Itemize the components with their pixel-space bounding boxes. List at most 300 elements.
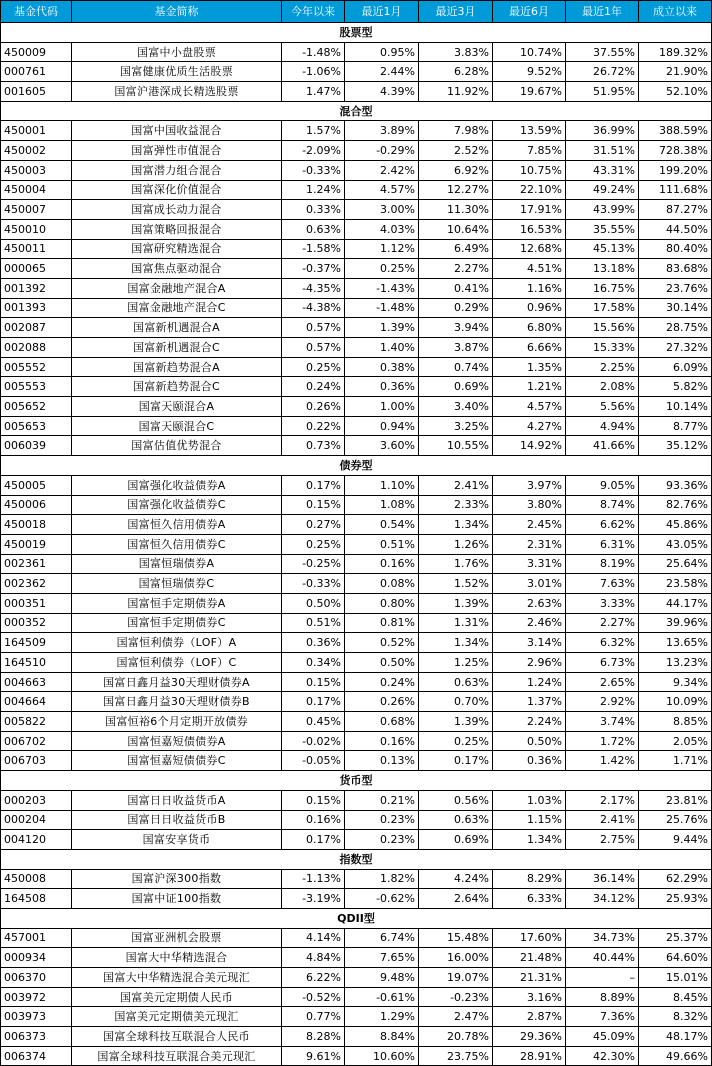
return-3m-cell: 0.74%	[419, 357, 493, 377]
fund-code-cell: 000761	[1, 62, 72, 82]
return-1y-cell: 2.17%	[566, 790, 639, 810]
return-6m-cell: 6.33%	[493, 889, 566, 909]
return-1y-cell: 2.75%	[566, 830, 639, 850]
return-1y-cell: 17.58%	[566, 298, 639, 318]
return-3m-cell: 20.78%	[419, 1027, 493, 1047]
table-row	[1, 554, 712, 574]
return-6m-cell: 2.31%	[493, 534, 566, 554]
fund-name-cell: 国富全球科技互联混合人民币	[72, 1027, 282, 1047]
return-3m-cell: 15.48%	[419, 928, 493, 948]
header-since-inception: 成立以来	[639, 1, 712, 23]
ytd-cell: 0.27%	[282, 515, 345, 535]
return-6m-cell: 4.51%	[493, 259, 566, 279]
table-row	[1, 436, 712, 456]
return-6m-cell: 1.21%	[493, 377, 566, 397]
table-row	[1, 338, 712, 358]
section-header-row	[1, 456, 712, 476]
return-1m-cell: 0.81%	[345, 613, 419, 633]
table-row	[1, 968, 712, 988]
ytd-cell: -1.13%	[282, 869, 345, 889]
return-since-inception-cell: 23.76%	[639, 278, 712, 298]
return-1m-cell: 0.54%	[345, 515, 419, 535]
return-6m-cell: 2.45%	[493, 515, 566, 535]
return-3m-cell: 1.31%	[419, 613, 493, 633]
table-row	[1, 593, 712, 613]
return-since-inception-cell: 87.27%	[639, 200, 712, 220]
return-1y-cell: 43.99%	[566, 200, 639, 220]
fund-name-cell: 国富恒久信用债券C	[72, 534, 282, 554]
table-row	[1, 869, 712, 889]
return-1y-cell: 36.99%	[566, 121, 639, 141]
return-1y-cell: 34.12%	[566, 889, 639, 909]
return-1y-cell: 41.66%	[566, 436, 639, 456]
return-1m-cell: 1.12%	[345, 239, 419, 259]
return-1y-cell: 6.32%	[566, 633, 639, 653]
return-3m-cell: 0.63%	[419, 672, 493, 692]
table-row	[1, 278, 712, 298]
return-3m-cell: 0.69%	[419, 830, 493, 850]
return-1m-cell: -0.62%	[345, 889, 419, 909]
return-6m-cell: 2.24%	[493, 712, 566, 732]
return-6m-cell: 3.16%	[493, 987, 566, 1007]
fund-name-cell: 国富恒手定期债券A	[72, 593, 282, 613]
return-3m-cell: 2.27%	[419, 259, 493, 279]
return-1y-cell: 51.95%	[566, 82, 639, 102]
fund-name-cell: 国富日鑫月益30天理财债券B	[72, 692, 282, 712]
return-3m-cell: 7.98%	[419, 121, 493, 141]
return-1m-cell: 9.48%	[345, 968, 419, 988]
return-1m-cell: 1.39%	[345, 318, 419, 338]
ytd-cell: 0.57%	[282, 338, 345, 358]
return-3m-cell: 0.70%	[419, 692, 493, 712]
fund-code-cell: 006374	[1, 1046, 72, 1066]
return-1m-cell: 1.10%	[345, 475, 419, 495]
fund-code-cell: 164508	[1, 889, 72, 909]
fund-name-cell: 国富恒瑞债券C	[72, 574, 282, 594]
return-since-inception-cell: 388.59%	[639, 121, 712, 141]
return-1m-cell: 0.36%	[345, 377, 419, 397]
return-3m-cell: 2.64%	[419, 889, 493, 909]
return-since-inception-cell: 45.86%	[639, 515, 712, 535]
fund-name-cell: 国富恒瑞债券A	[72, 554, 282, 574]
return-3m-cell: -0.23%	[419, 987, 493, 1007]
fund-code-cell: 006373	[1, 1027, 72, 1047]
fund-name-cell: 国富天颐混合A	[72, 397, 282, 417]
table-row	[1, 1027, 712, 1047]
return-3m-cell: 0.17%	[419, 751, 493, 771]
return-since-inception-cell: 189.32%	[639, 42, 712, 62]
fund-code-cell: 000351	[1, 593, 72, 613]
ytd-cell: -4.35%	[282, 278, 345, 298]
return-3m-cell: 1.39%	[419, 593, 493, 613]
table-row	[1, 810, 712, 830]
return-since-inception-cell: 9.34%	[639, 672, 712, 692]
fund-name-cell: 国富新趋势混合C	[72, 377, 282, 397]
fund-code-cell: 000065	[1, 259, 72, 279]
ytd-cell: 1.47%	[282, 82, 345, 102]
return-since-inception-cell: 27.32%	[639, 338, 712, 358]
table-row	[1, 318, 712, 338]
return-6m-cell: 1.16%	[493, 278, 566, 298]
return-1m-cell: 8.84%	[345, 1027, 419, 1047]
fund-name-cell: 国富健康优质生活股票	[72, 62, 282, 82]
fund-name-cell: 国富强化收益债券C	[72, 495, 282, 515]
fund-code-cell: 450008	[1, 869, 72, 889]
header-fund-name: 基金简称	[72, 1, 282, 23]
table-row	[1, 82, 712, 102]
fund-name-cell: 国富恒嘉短债债券A	[72, 731, 282, 751]
return-1y-cell: 15.33%	[566, 338, 639, 358]
table-row	[1, 653, 712, 673]
return-3m-cell: 1.34%	[419, 515, 493, 535]
return-6m-cell: 4.27%	[493, 416, 566, 436]
fund-name-cell: 国富日鑫月益30天理财债券A	[72, 672, 282, 692]
fund-code-cell: 450010	[1, 219, 72, 239]
return-since-inception-cell: 5.82%	[639, 377, 712, 397]
table-row	[1, 475, 712, 495]
return-6m-cell: 2.87%	[493, 1007, 566, 1027]
fund-code-cell: 002362	[1, 574, 72, 594]
return-3m-cell: 4.24%	[419, 869, 493, 889]
table-row	[1, 1007, 712, 1027]
table-row	[1, 397, 712, 417]
fund-name-cell: 国富中国收益混合	[72, 121, 282, 141]
fund-code-cell: 006703	[1, 751, 72, 771]
return-1y-cell: 2.25%	[566, 357, 639, 377]
return-1m-cell: 0.25%	[345, 259, 419, 279]
return-3m-cell: 2.52%	[419, 141, 493, 161]
return-1m-cell: 3.60%	[345, 436, 419, 456]
return-6m-cell: 0.96%	[493, 298, 566, 318]
return-3m-cell: 2.47%	[419, 1007, 493, 1027]
fund-code-cell: 005553	[1, 377, 72, 397]
return-6m-cell: 19.67%	[493, 82, 566, 102]
table-row	[1, 574, 712, 594]
section-title: 货币型	[1, 771, 712, 791]
fund-code-cell: 450001	[1, 121, 72, 141]
fund-name-cell: 国富估值优势混合	[72, 436, 282, 456]
return-since-inception-cell: 8.32%	[639, 1007, 712, 1027]
return-3m-cell: 16.00%	[419, 948, 493, 968]
fund-name-cell: 国富全球科技互联混合美元现汇	[72, 1046, 282, 1066]
ytd-cell: 0.36%	[282, 633, 345, 653]
return-since-inception-cell: 2.05%	[639, 731, 712, 751]
fund-code-cell: 002088	[1, 338, 72, 358]
fund-code-cell: 004663	[1, 672, 72, 692]
fund-code-cell: 001605	[1, 82, 72, 102]
ytd-cell: 0.33%	[282, 200, 345, 220]
return-3m-cell: 1.34%	[419, 633, 493, 653]
return-6m-cell: 12.68%	[493, 239, 566, 259]
fund-code-cell: 164510	[1, 653, 72, 673]
return-1m-cell: -1.48%	[345, 298, 419, 318]
fund-name-cell: 国富恒嘉短债债券C	[72, 751, 282, 771]
return-1m-cell: -0.29%	[345, 141, 419, 161]
return-1m-cell: 4.39%	[345, 82, 419, 102]
return-1y-cell: 45.09%	[566, 1027, 639, 1047]
return-6m-cell: 4.57%	[493, 397, 566, 417]
return-1m-cell: 0.16%	[345, 554, 419, 574]
return-since-inception-cell: 8.85%	[639, 712, 712, 732]
return-6m-cell: 0.50%	[493, 731, 566, 751]
fund-name-cell: 国富日日收益货币B	[72, 810, 282, 830]
return-since-inception-cell: 83.68%	[639, 259, 712, 279]
fund-name-cell: 国富美元定期债美元现汇	[72, 1007, 282, 1027]
fund-code-cell: 005653	[1, 416, 72, 436]
return-1y-cell: 34.73%	[566, 928, 639, 948]
return-6m-cell: 1.35%	[493, 357, 566, 377]
return-since-inception-cell: 43.05%	[639, 534, 712, 554]
return-1y-cell: –	[566, 968, 639, 988]
table-row	[1, 200, 712, 220]
fund-code-cell: 001392	[1, 278, 72, 298]
section-header-row	[1, 908, 712, 928]
ytd-cell: 4.84%	[282, 948, 345, 968]
return-1y-cell: 3.33%	[566, 593, 639, 613]
return-3m-cell: 1.25%	[419, 653, 493, 673]
return-1y-cell: 15.56%	[566, 318, 639, 338]
return-1y-cell: 2.65%	[566, 672, 639, 692]
section-title: 债券型	[1, 456, 712, 476]
fund-name-cell: 国富潜力组合混合	[72, 160, 282, 180]
ytd-cell: 0.57%	[282, 318, 345, 338]
ytd-cell: -0.37%	[282, 259, 345, 279]
ytd-cell: 0.17%	[282, 830, 345, 850]
return-1y-cell: 2.08%	[566, 377, 639, 397]
fund-code-cell: 450006	[1, 495, 72, 515]
fund-name-cell: 国富沪港深成长精选股票	[72, 82, 282, 102]
fund-code-cell: 450007	[1, 200, 72, 220]
return-6m-cell: 0.36%	[493, 751, 566, 771]
fund-name-cell: 国富成长动力混合	[72, 200, 282, 220]
return-3m-cell: 3.83%	[419, 42, 493, 62]
fund-code-cell: 164509	[1, 633, 72, 653]
fund-code-cell: 450009	[1, 42, 72, 62]
return-1y-cell: 6.73%	[566, 653, 639, 673]
return-1y-cell: 36.14%	[566, 869, 639, 889]
section-header-row	[1, 23, 712, 43]
ytd-cell: 0.16%	[282, 810, 345, 830]
return-1m-cell: 0.38%	[345, 357, 419, 377]
fund-name-cell: 国富亚洲机会股票	[72, 928, 282, 948]
fund-name-cell: 国富沪深300指数	[72, 869, 282, 889]
ytd-cell: -3.19%	[282, 889, 345, 909]
fund-code-cell: 000934	[1, 948, 72, 968]
section-header-row	[1, 771, 712, 791]
return-1m-cell: 7.65%	[345, 948, 419, 968]
return-since-inception-cell: 25.93%	[639, 889, 712, 909]
table-row	[1, 1046, 712, 1066]
ytd-cell: 9.61%	[282, 1046, 345, 1066]
fund-name-cell: 国富中小盘股票	[72, 42, 282, 62]
ytd-cell: -0.05%	[282, 751, 345, 771]
return-since-inception-cell: 23.58%	[639, 574, 712, 594]
return-3m-cell: 23.75%	[419, 1046, 493, 1066]
return-since-inception-cell: 9.44%	[639, 830, 712, 850]
table-body	[1, 23, 712, 1066]
ytd-cell: -0.02%	[282, 731, 345, 751]
fund-name-cell: 国富弹性市值混合	[72, 141, 282, 161]
return-1m-cell: 0.68%	[345, 712, 419, 732]
table-row	[1, 62, 712, 82]
table-row	[1, 534, 712, 554]
ytd-cell: -4.38%	[282, 298, 345, 318]
return-1m-cell: 1.08%	[345, 495, 419, 515]
return-6m-cell: 1.34%	[493, 830, 566, 850]
ytd-cell: 0.22%	[282, 416, 345, 436]
table-row	[1, 180, 712, 200]
return-3m-cell: 1.52%	[419, 574, 493, 594]
return-1y-cell: 1.72%	[566, 731, 639, 751]
fund-name-cell: 国富恒利债券（LOF）A	[72, 633, 282, 653]
ytd-cell: 0.51%	[282, 613, 345, 633]
return-3m-cell: 6.92%	[419, 160, 493, 180]
return-6m-cell: 3.97%	[493, 475, 566, 495]
section-title: 指数型	[1, 849, 712, 869]
return-1m-cell: 0.52%	[345, 633, 419, 653]
return-since-inception-cell: 28.75%	[639, 318, 712, 338]
return-1y-cell: 8.19%	[566, 554, 639, 574]
return-1y-cell: 13.18%	[566, 259, 639, 279]
table-row	[1, 141, 712, 161]
return-1y-cell: 49.24%	[566, 180, 639, 200]
return-3m-cell: 1.26%	[419, 534, 493, 554]
return-3m-cell: 6.49%	[419, 239, 493, 259]
return-since-inception-cell: 13.23%	[639, 653, 712, 673]
return-since-inception-cell: 35.12%	[639, 436, 712, 456]
table-row	[1, 672, 712, 692]
return-6m-cell: 2.63%	[493, 593, 566, 613]
return-1y-cell: 40.44%	[566, 948, 639, 968]
return-1m-cell: 4.03%	[345, 219, 419, 239]
fund-code-cell: 003973	[1, 1007, 72, 1027]
ytd-cell: 0.77%	[282, 1007, 345, 1027]
fund-code-cell: 002361	[1, 554, 72, 574]
return-3m-cell: 3.25%	[419, 416, 493, 436]
fund-name-cell: 国富深化价值混合	[72, 180, 282, 200]
return-since-inception-cell: 1.71%	[639, 751, 712, 771]
return-1m-cell: 0.80%	[345, 593, 419, 613]
fund-code-cell: 004664	[1, 692, 72, 712]
fund-code-cell: 450005	[1, 475, 72, 495]
return-1y-cell: 8.74%	[566, 495, 639, 515]
return-since-inception-cell: 10.14%	[639, 397, 712, 417]
fund-code-cell: 006370	[1, 968, 72, 988]
return-since-inception-cell: 13.65%	[639, 633, 712, 653]
fund-code-cell: 450004	[1, 180, 72, 200]
fund-name-cell: 国富安享货币	[72, 830, 282, 850]
return-since-inception-cell: 44.17%	[639, 593, 712, 613]
return-1y-cell: 9.05%	[566, 475, 639, 495]
return-6m-cell: 10.74%	[493, 42, 566, 62]
return-1y-cell: 3.74%	[566, 712, 639, 732]
return-1m-cell: 0.13%	[345, 751, 419, 771]
return-3m-cell: 19.07%	[419, 968, 493, 988]
table-row	[1, 731, 712, 751]
table-row	[1, 889, 712, 909]
return-since-inception-cell: 49.66%	[639, 1046, 712, 1066]
table-row	[1, 377, 712, 397]
fund-code-cell: 005652	[1, 397, 72, 417]
return-1m-cell: 0.08%	[345, 574, 419, 594]
fund-code-cell: 450003	[1, 160, 72, 180]
return-1y-cell: 6.31%	[566, 534, 639, 554]
ytd-cell: 0.15%	[282, 495, 345, 515]
ytd-cell: -1.06%	[282, 62, 345, 82]
ytd-cell: 0.45%	[282, 712, 345, 732]
ytd-cell: 0.17%	[282, 475, 345, 495]
return-1m-cell: 0.95%	[345, 42, 419, 62]
return-3m-cell: 3.94%	[419, 318, 493, 338]
ytd-cell: 8.28%	[282, 1027, 345, 1047]
return-since-inception-cell: 82.76%	[639, 495, 712, 515]
return-3m-cell: 11.30%	[419, 200, 493, 220]
return-1m-cell: 0.21%	[345, 790, 419, 810]
header-1m: 最近1月	[345, 1, 419, 23]
return-1y-cell: 2.27%	[566, 613, 639, 633]
return-6m-cell: 6.80%	[493, 318, 566, 338]
return-1m-cell: 1.00%	[345, 397, 419, 417]
table-row	[1, 987, 712, 1007]
return-1m-cell: 1.29%	[345, 1007, 419, 1027]
table-row	[1, 790, 712, 810]
fund-name-cell: 国富恒手定期债券C	[72, 613, 282, 633]
ytd-cell: 1.24%	[282, 180, 345, 200]
return-1y-cell: 7.63%	[566, 574, 639, 594]
return-6m-cell: 1.15%	[493, 810, 566, 830]
return-1y-cell: 8.89%	[566, 987, 639, 1007]
ytd-cell: 0.25%	[282, 357, 345, 377]
return-1m-cell: 0.50%	[345, 653, 419, 673]
ytd-cell: -0.25%	[282, 554, 345, 574]
fund-code-cell: 450019	[1, 534, 72, 554]
header-6m: 最近6月	[493, 1, 566, 23]
return-1y-cell: 16.75%	[566, 278, 639, 298]
section-title: QDII型	[1, 908, 712, 928]
table-row	[1, 259, 712, 279]
fund-code-cell: 001393	[1, 298, 72, 318]
return-1y-cell: 35.55%	[566, 219, 639, 239]
ytd-cell: 0.73%	[282, 436, 345, 456]
return-1m-cell: 0.51%	[345, 534, 419, 554]
fund-code-cell: 000352	[1, 613, 72, 633]
return-1y-cell: 4.94%	[566, 416, 639, 436]
header-3m: 最近3月	[419, 1, 493, 23]
return-6m-cell: 2.46%	[493, 613, 566, 633]
return-6m-cell: 10.75%	[493, 160, 566, 180]
return-3m-cell: 6.28%	[419, 62, 493, 82]
fund-name-cell: 国富新趋势混合A	[72, 357, 282, 377]
table-row	[1, 495, 712, 515]
return-3m-cell: 1.76%	[419, 554, 493, 574]
return-3m-cell: 10.64%	[419, 219, 493, 239]
return-since-inception-cell: 21.90%	[639, 62, 712, 82]
return-3m-cell: 3.40%	[419, 397, 493, 417]
return-6m-cell: 29.36%	[493, 1027, 566, 1047]
ytd-cell: 0.50%	[282, 593, 345, 613]
table-row	[1, 298, 712, 318]
fund-name-cell: 国富金融地产混合C	[72, 298, 282, 318]
ytd-cell: -1.58%	[282, 239, 345, 259]
fund-code-cell: 450011	[1, 239, 72, 259]
table-row	[1, 121, 712, 141]
return-1m-cell: 3.89%	[345, 121, 419, 141]
ytd-cell: 1.57%	[282, 121, 345, 141]
table-row	[1, 830, 712, 850]
return-6m-cell: 6.66%	[493, 338, 566, 358]
return-1m-cell: 0.24%	[345, 672, 419, 692]
return-since-inception-cell: 62.29%	[639, 869, 712, 889]
